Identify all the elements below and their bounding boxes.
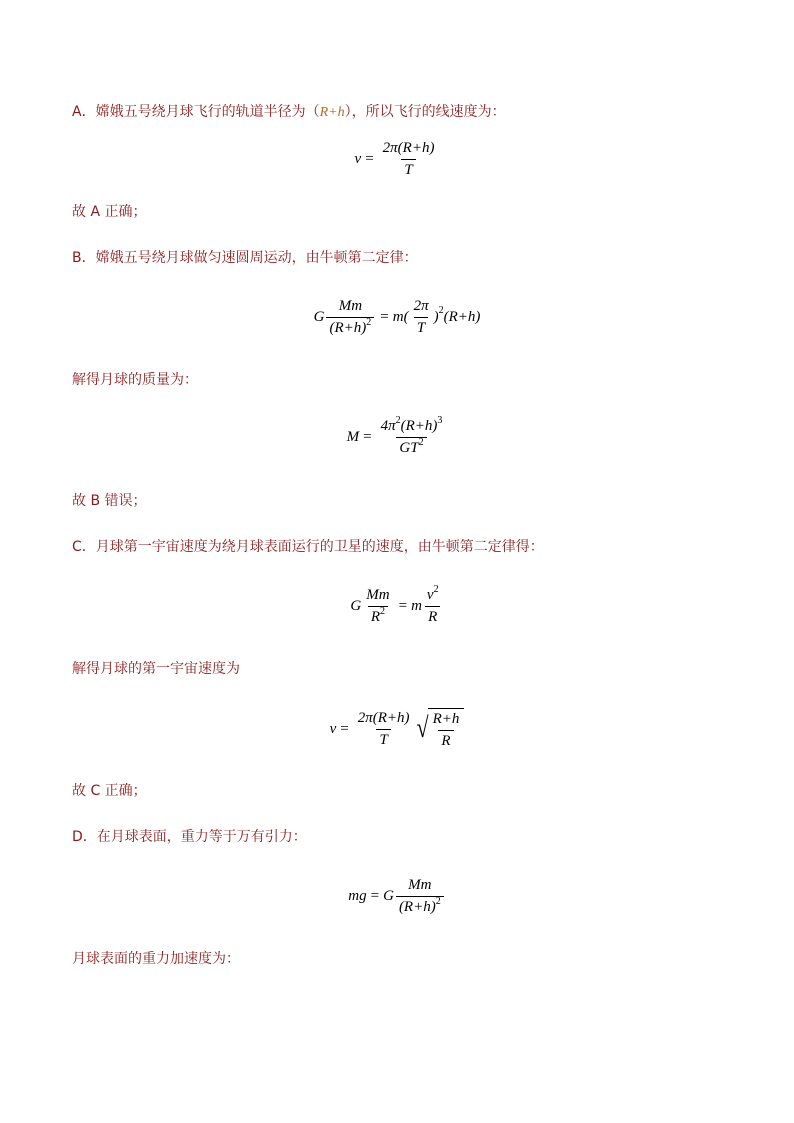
- eq6-den-exp: 2: [435, 896, 441, 907]
- eq5-sqrt-den: R: [438, 730, 453, 750]
- eq1-equals: =: [365, 151, 374, 167]
- eq2-exp: 2: [438, 305, 444, 316]
- eq3-denominator: [396, 437, 426, 457]
- eq4-numerator: Mm: [366, 587, 390, 603]
- eq6-denominator: [396, 896, 444, 916]
- eq2-denominator: [326, 317, 374, 337]
- eq3-den-base: GT: [399, 440, 419, 456]
- eq5-sqrt-body: [428, 708, 465, 750]
- eq4-den-exp: 2: [380, 606, 386, 617]
- equation-linear-speed: [0, 140, 794, 179]
- eq2-den-base: (R+h): [329, 320, 367, 336]
- option-a-suffix: ），所以飞行的线速度为：: [344, 104, 506, 120]
- eq1-fraction: [380, 140, 438, 179]
- eq3-fraction: [378, 415, 446, 457]
- eq3-num-a: 4π: [380, 418, 396, 434]
- option-a-prefix: A．嫦娥五号绕月球飞行的轨道半径为（: [72, 104, 320, 120]
- eq2-inner-num: 2π: [413, 298, 429, 314]
- eq5-sqrt-num: R+h: [432, 711, 460, 727]
- eq4-denominator: [368, 606, 388, 626]
- eq2-inner-den: T: [414, 317, 428, 337]
- eq1-denominator: T: [401, 159, 415, 179]
- eq5-sqrt-fraction: [430, 711, 463, 750]
- eq6-lhs: mg: [348, 888, 367, 904]
- eq5-equals: =: [340, 720, 349, 737]
- equation-surface-gravity: [0, 877, 794, 916]
- eq1-lhs: v: [354, 151, 362, 167]
- eq3-num-b: (R+h): [400, 418, 438, 434]
- eq3-lhs: M: [346, 429, 360, 445]
- eq6-g: G: [383, 888, 394, 904]
- eq2-tail: (R+h): [443, 309, 481, 325]
- option-b-text: B．嫦娥五号绕月球做匀速圆周运动，由牛顿第二定律：: [72, 250, 418, 266]
- eq2-g: G: [313, 309, 325, 325]
- eq5-fraction: [355, 710, 413, 749]
- eq6-den-base: (R+h): [398, 899, 436, 915]
- eq4-den-base: R: [370, 609, 381, 625]
- eq4-inner-num: [424, 584, 442, 606]
- option-a-text: [72, 103, 506, 122]
- eq2-m: m(: [392, 309, 409, 325]
- eq6-fraction: [396, 877, 444, 916]
- eq2-numerator: Mm: [338, 298, 363, 314]
- eq3-equals: =: [363, 429, 372, 445]
- eq4-inner-den: R: [425, 606, 440, 626]
- eq5-numerator: 2π(R+h): [357, 709, 410, 726]
- eq2-close: ): [433, 309, 439, 325]
- eq3-numerator: [378, 415, 446, 437]
- surface-gravity-text: 月球表面的重力加速度为：: [72, 951, 240, 967]
- option-d-text: D．在月球表面，重力等于万有引力：: [72, 829, 307, 845]
- eq5-sqrt: [417, 708, 465, 750]
- eq3-num-b-exp: 3: [437, 415, 443, 426]
- eq5-lhs: v: [329, 720, 337, 737]
- eq2-fraction: [326, 298, 374, 337]
- equation-gravity-orbit: [0, 298, 794, 337]
- eq2-equals: =: [380, 309, 389, 325]
- sqrt-icon: √: [416, 710, 429, 744]
- eq6-numerator: Mm: [408, 877, 432, 893]
- eq4-fraction: [363, 587, 392, 626]
- equation-first-cosmic: [0, 584, 794, 626]
- orbit-radius-var: R+h: [319, 105, 345, 120]
- eq2-den-exp: 2: [366, 317, 372, 328]
- eq4-equals: =: [398, 598, 408, 614]
- verdict-c: 故 C 正确；: [72, 783, 147, 799]
- solve-mass-text: 解得月球的质量为：: [72, 372, 198, 388]
- eq4-inner-fraction: [424, 584, 442, 626]
- eq4-g: G: [350, 598, 362, 614]
- equation-moon-mass: [0, 415, 794, 457]
- eq2-inner-fraction: [411, 298, 432, 337]
- verdict-a: 故 A 正确；: [72, 204, 147, 220]
- eq5-denominator: T: [376, 729, 390, 749]
- eq1-numerator: 2π(R+h): [382, 140, 435, 156]
- solve-cosmic-text: 解得月球的第一宇宙速度为: [72, 661, 240, 677]
- eq6-equals: =: [370, 888, 380, 904]
- eq3-den-exp: 2: [418, 437, 424, 448]
- equation-cosmic-speed: [0, 708, 794, 750]
- eq4-inner-num-base: v: [426, 587, 434, 603]
- option-c-text: C．月球第一宇宙速度为绕月球表面运行的卫星的速度，由牛顿第二定律得：: [72, 539, 544, 555]
- eq4-m: m: [411, 598, 422, 614]
- eq3-num-a-exp: 2: [395, 415, 401, 426]
- verdict-b: 故 B 错误；: [72, 493, 147, 509]
- eq4-inner-num-exp: 2: [433, 584, 439, 595]
